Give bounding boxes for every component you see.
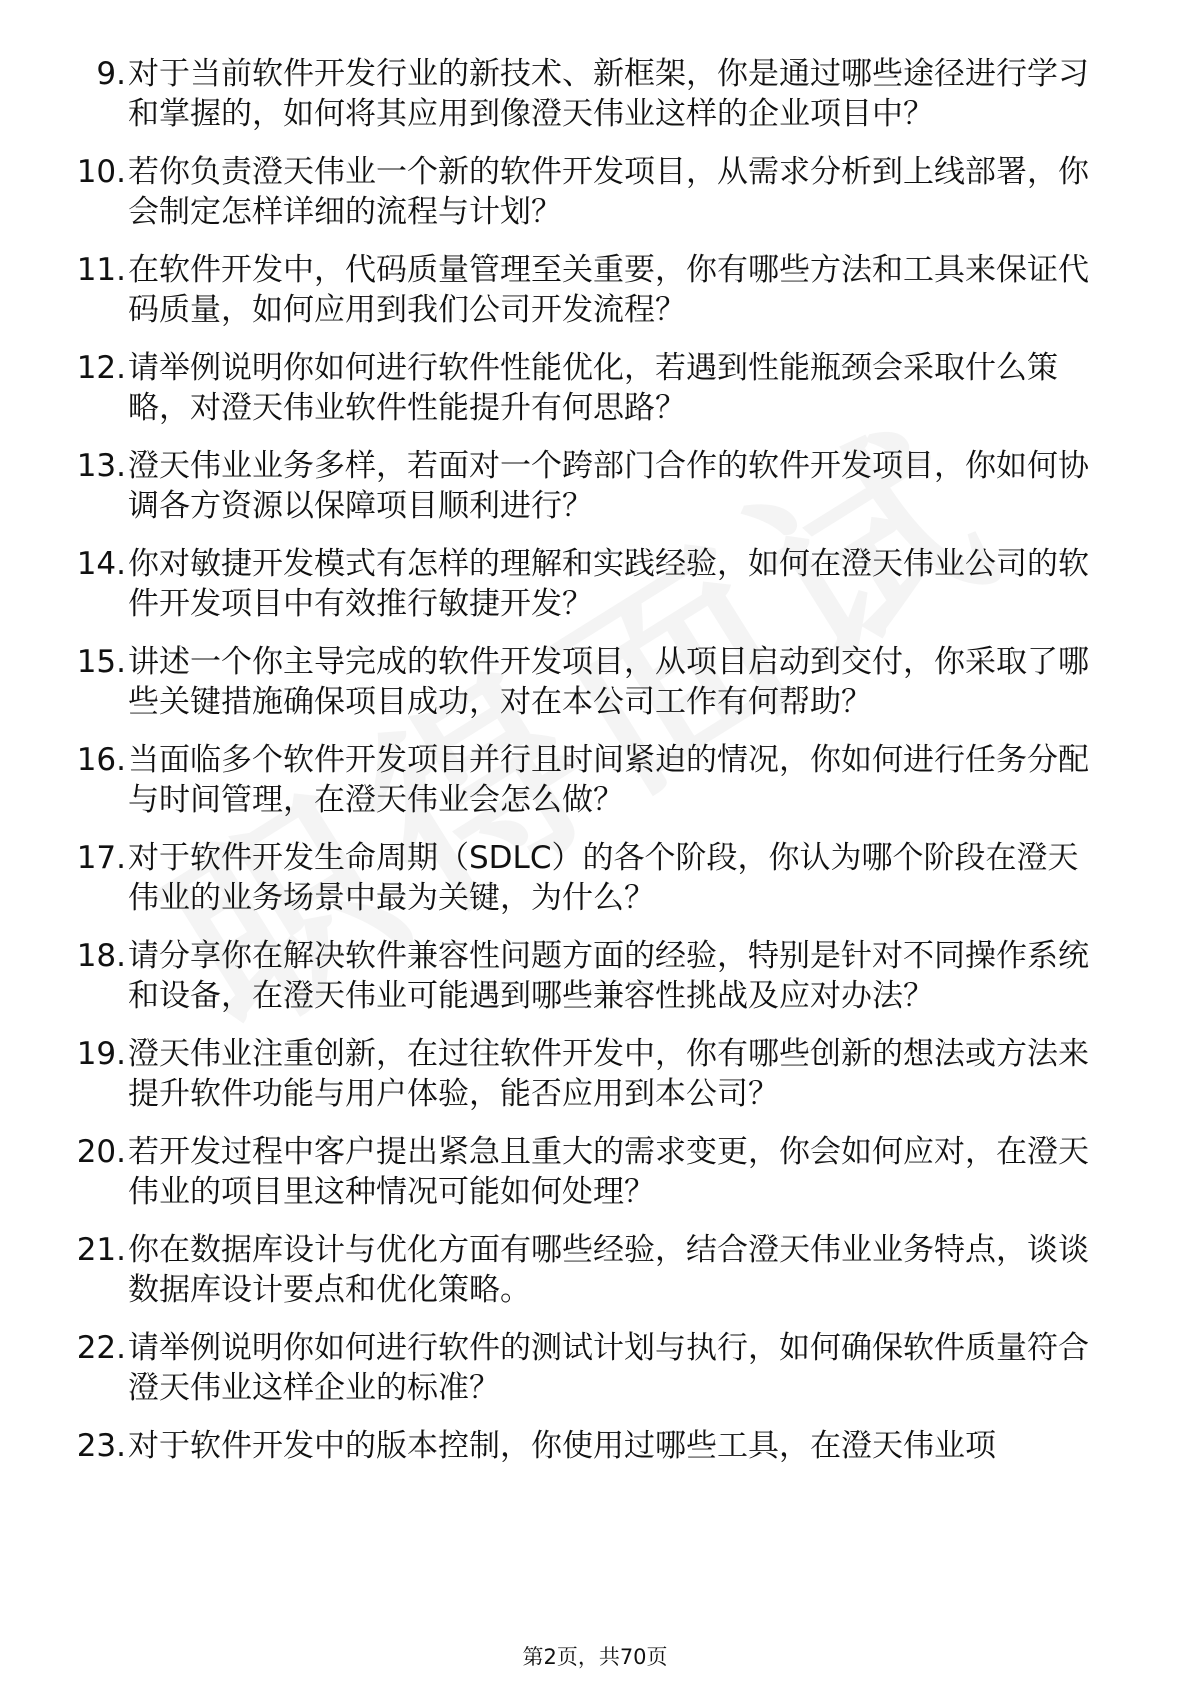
question-text: 请分享你在解决软件兼容性问题方面的经验，特别是针对不同操作系统和设备，在澄天伟业可能遇到哪些兼容性挑战及应对办法？	[128, 938, 1089, 1014]
question-text: 你对敏捷开发模式有怎样的理解和实践经验，如何在澄天伟业公司的软件开发项目中有效推行敏捷开发？	[128, 546, 1089, 622]
question-item-16	[0, 740, 1190, 820]
question-number: 11.	[76, 252, 126, 288]
question-item-19	[0, 1034, 1190, 1114]
question-number: 21.	[76, 1232, 126, 1268]
question-text: 请举例说明你如何进行软件性能优化，若遇到性能瓶颈会采取什么策略，对澄天伟业软件性能提升有何思路？	[128, 350, 1058, 426]
question-text: 你在数据库设计与优化方面有哪些经验，结合澄天伟业业务特点，谈谈数据库设计要点和优化策略。	[128, 1232, 1089, 1308]
question-item-10	[0, 152, 1190, 232]
question-item-20	[0, 1132, 1190, 1212]
question-number: 17.	[76, 840, 126, 876]
question-number: 13.	[76, 448, 126, 484]
question-text: 澄天伟业业务多样，若面对一个跨部门合作的软件开发项目，你如何协调各方资源以保障项目顺利进行？	[128, 448, 1089, 524]
question-text: 请举例说明你如何进行软件的测试计划与执行，如何确保软件质量符合澄天伟业这样企业的标准？	[128, 1330, 1089, 1406]
question-text: 澄天伟业注重创新，在过往软件开发中，你有哪些创新的想法或方法来提升软件功能与用户体验，能否应用到本公司？	[128, 1036, 1089, 1112]
question-item-21	[0, 1230, 1190, 1310]
question-item-12	[0, 348, 1190, 428]
question-text: 若你负责澄天伟业一个新的软件开发项目，从需求分析到上线部署，你会制定怎样详细的流程与计划？	[128, 154, 1089, 230]
question-item-14	[0, 544, 1190, 624]
question-number: 14.	[76, 546, 126, 582]
question-text: 若开发过程中客户提出紧急且重大的需求变更，你会如何应对，在澄天伟业的项目里这种情况可能如何处理？	[128, 1134, 1089, 1210]
question-text: 对于软件开发中的版本控制，你使用过哪些工具，在澄天伟业项	[128, 1428, 996, 1464]
question-text: 在软件开发中，代码质量管理至关重要，你有哪些方法和工具来保证代码质量，如何应用到我们公司开发流程？	[128, 252, 1089, 328]
question-item-17	[0, 838, 1190, 918]
question-text: 对于当前软件开发行业的新技术、新框架，你是通过哪些途径进行学习和掌握的，如何将其应用到像澄天伟业这样的企业项目中？	[128, 56, 1089, 132]
question-item-11	[0, 250, 1190, 330]
question-number: 12.	[76, 350, 126, 386]
question-number: 15.	[76, 644, 126, 680]
question-text: 讲述一个你主导完成的软件开发项目，从项目启动到交付，你采取了哪些关键措施确保项目成功，对在本公司工作有何帮助？	[128, 644, 1089, 720]
question-number: 16.	[76, 742, 126, 778]
question-number: 19.	[76, 1036, 126, 1072]
question-item-13	[0, 446, 1190, 526]
page-footer: 第2页，共70页	[522, 1645, 668, 1669]
question-item-22	[0, 1328, 1190, 1408]
question-item-9	[0, 54, 1190, 134]
question-number: 18.	[76, 938, 126, 974]
question-number: 23.	[76, 1428, 126, 1464]
question-text: 当面临多个软件开发项目并行且时间紧迫的情况，你如何进行任务分配与时间管理，在澄天伟业会怎么做？	[128, 742, 1089, 818]
question-item-15	[0, 642, 1190, 722]
question-list	[0, 54, 1190, 1484]
question-number: 22.	[76, 1330, 126, 1366]
question-item-18	[0, 936, 1190, 1016]
question-number: 9.	[96, 56, 126, 92]
question-item-23	[0, 1426, 1190, 1466]
question-number: 20.	[76, 1134, 126, 1170]
question-text: 对于软件开发生命周期（SDLC）的各个阶段，你认为哪个阶段在澄天伟业的业务场景中最为关键，为什么？	[128, 840, 1079, 916]
question-number: 10.	[76, 154, 126, 190]
